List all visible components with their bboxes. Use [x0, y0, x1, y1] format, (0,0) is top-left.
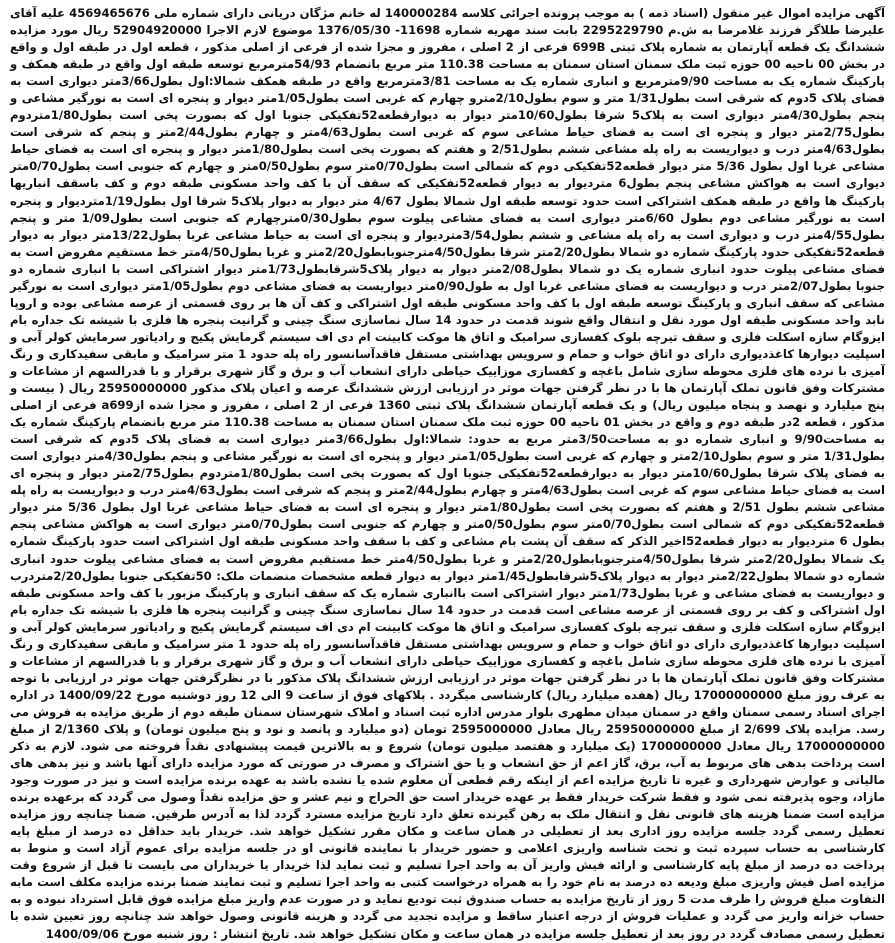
notice-body-text: آگهی مزایده اموال غیر منقول (اسناد ذمه ) به موجب پرونده اجرائی کلاسه 140000284 له خانم مژگان دریانی دارای شماره ملی 4569465676 علیه آقای علیرضا طلاگر فرزند غلامرضا به ش.م 2295229790 بابت سند مهریه شماره 11698- 1376/05/30 موضوع لازم الاجرا 52904920000 ریال مورد مزایده ششدانگ یک قطعه آپارتمان به شماره پلاک ثبتی 699B فرعی از 2 اصلی ، مفروز و مجزا شده از فرعی از اصلی مذکور ، قطعه اول در طبقه اول و واقع در بخش 00 ناحیه 00 حوزه ثبت ملک سمنان استان سمنان به مساحت 110.38 متر مربع بانضمام 54/93مترمربع توسعه طبقه اول واقع در طبقه همکف و پارکینگ شماره یک به مساحت 9/90مترمربع و انباری شماره یک به مساحت 3/81مترمربع واقع در طبقه همکف شمالا:اول بطول3/66متر دیواری است به فضای پلاک 5دوم که شرقی است بطول1/31 متر و سوم بطول2/10مترو چهارم که غربی است بطول1/05متر دیوار و پنجره ای است به نورگیر مشاعی و پنجم بطول4/30متر دیواری است به پلاک5 شرقا بطول10/60متر دیوار به دیوارقطعه52تفکیکی جنوبا اول که بصورت پخی است بطول1/80متردوم بطول2/75متر دیوار و پنجره ای است به فضای حیاط مشاعی سوم که غربی است بطول4/63متر و چهارم بطول2/44متر و پنجم که شرقی است بطول4/63متر درب و دیواریست به راه پله مشاعی ششم بطول2/51 و هفتم که بصورت پخی است بطول1/80متر دیوار و پنجره ای است به فضای حیاط مشاعی غربا اول بطول 5/36 متر دیوار قطعه52تفکیکی دوم که شمالی است بطول0/70متر سوم بطول0/50متر و چهارم که جنوبی است بطول0/70متر دیواری است به هواکش مشاعی پنجم بطول6 متردیوار به دیوار قطعه52تفکیکی که سقف آن با کف واحد مسکونی طبقه دوم و کف باسقف انباریها پارکینگ ها واقع در طبقه همکف اشتراکی است حدود توسعه طبقه اول شمالا بطول 4/67 متر دیوار به دیوار پلاک5 شرقا اول بطول1/19متردیوار و پنجره است به نورگیر مشاعی دوم بطول 6/60متر دیواری است به فضای مشاعی پیلوت سوم بطول0/30مترچهارم که جنوبی است بطول1/09 متر و پنجم بطول4/55متر درب و دیواری است به راه پله مشاعی و ششم بطول3/54متردیوار و پنجره ای است به حیاط مشاعی غربا بطول13/22متر دیوار به دیوار قطعه52تفکیکی حدود پارکینگ شماره دو شمالا بطول2/20متر شرقا بطول4/50مترجنوبابطول2/20متر و غربا بطول4/50متر خط مستقیم مفروض است به فضای مشاعی پیلوت حدود انباری شماره یک دو شمالا بطول2/08متر دیوار به دیوار پلاک5شرقابطول1/73متر دیوار اشتراکی است با انباری شماره دو جنوبا بطول2/07متر درب و دیواریست به فضای مشاعی غربا اول به طول0/90متر دیواریست به فضای مشاعی دوم بطول1/05متر دیواری است به نورگیر مشاعی که سقف انباری و پارکینگ توسعه طبقه اول با کف واحد مسکونی طبقه اول اشتراکی و کف آن ها بر روی قسمتی از عرصه مشاعی بوده و اروپا نابد واحد مسکونی طبقه اول مورد نقل و انتقال واقع شوند قدمت در حدود 14 سال نماسازی سنگ چینی و گرانیت پنجره ها فلزی با شیشه تک جداره بام ایزوگام سازه اسکلت فلزی و سقف تیرچه بلوک کفسازی سرامیک و اتاق ها موکت کابینت ام دی اف سیستم گرمایش پکیج و رادیاتور سرمایش کولر آبی و اسپلیت دیوارها کاغذدیواری دارای دو اتاق خواب و حمام و سرویس بهداشتی مستقل فاقدآسانسور راه پله حدود 1 متر سرامیک و مابقی سفیدکاری و رنگ آمیزی با نرده های فلزی محوطه سازی شامل باغچه و کفسازی موزاییک حیاطی دارای انشعاب آب و برق و گاز شهری برقرار و با قدرالسهم از مشاعات و مشترکات وفق قانون تملک آپارتمان ها با در نظر گرفتن جهات موثر در ارزیابی ارزش ششدانگ عرصه و اعیان پلاک مذکور 25950000000 ریال ( بیست و پنج میلیارد و نهصد و پنجاه میلیون ریال) و یک قطعه آپارتمان ششدانگ پلاک ثبتی 1360 فرعی از 2 اصلی ، مفروز و مجزا شده ازa699 فرعی از اصلی مذکور ، قطعه 2در طبقه دوم و واقع در بخش 01 ناحیه 00 حوزه ثبت ملک سمنان استان سمنان به مساحت 110.38 متر مربع بانضمام پارکینگ شماره یک به مساحت9/90 و انباری شماره دو به مساحت3/50متر مربع به حدود: شمالا:اول بطول3/66متر دیواری است به فضای پلاک 5دوم که شرقی است بطول1/31 متر و سوم بطول2/10متر و چهارم که غربی است بطول1/05متر دیوار و پنجره ای است به نورگیر مشاعی و پنجم بطول4/30متر دیواری است به فضای پلاک شرقا بطول10/60متر دیوار به دیوارقطعه52تفکیکی جنوبا اول که بصورت پخی است بطول1/80متردوم بطول2/75متر دیوار و پنجره ای است به فضای حیاط مشاعی سوم که غربی است بطول4/63متر و چهارم بطول2/44متر و پنجم که شرقی است بطول4/63متر درب و دیواریست به راه پله مشاعی ششم بطول 2/51 و هفتم که بصورت پخی است بطول1/80متر دیوار و پنجره ای است به فضای حیاط مشاعی غربا اول بطول 5/36 متر دیوار قطعه52تفکیکی دوم که شمالی است بطول0/70متر سوم بطول0/50متر و چهارم که جنوبی است بطول0/70متر دیواری است به هواکش مشاعی پنجم بطول 6 متردیوار به دیوار قطعه52اخیر الذکر که سقف آن پشت بام مشاعی و کف با سقف واحد مسکونی طبقه اول اشتراکی است حدود پارکینگ شماره یک شمالا بطول2/20متر شرقا بطول4/50مترجنوبابطول2/20متر و غربا بطول4/50متر خط مستقیم مفروض است به فضای مشاعی پیلوت حدود انباری شماره دو شمالا بطول2/22متر دیوار به دیوار پلاک5شرقابطول1/45متر دیوار به دیوار قطعه مشخصات منضمات ملک: 50تفکیکی جنوبا بطول2/20متردرب و دیواریست به فضای مشاعی و غربا بطول1/73متر دیوار اشتراکی است باانباری شماره یک که سقف انباری و پارکینگ مزبور با کف واحد مسکونی طبقه اول اشتراکی و کف بر روی قسمتی از عرصه مشاعی است قدمت در حدود 14 سال نماسازی سنگ چینی و گرانیت پنجره ها فلزی با شیشه تک جداره بام ایزوگام سازه اسکلت فلزی و سقف تیرچه بلوک کفسازی سرامیک و اتاق ها موکت کابینت ام دی اف سیستم گرمایش پکیج و رادیاتور سرمایش کولر آبی و اسپلیت دیوارها کاغذدیواری دارای دو اتاق خواب و حمام و سرویس بهداشتی مستقل فاقدآسانسور راه پله حدود 1 متر سرامیک و مابقی سفیدکاری و رنگ آمیزی با نرده های فلزی محوطه سازی شامل باغچه و کفسازی موزاییک حیاطی دارای انشعاب آب و برق و گاز شهری برقرار و با قدرالسهم از مشاعات و مشترکات وفق قانون تملک آپارتمان ها با در نظر گرفتن جهات موثر در ارزیابی ارزش ششدانگ پلاک مذکور با در نظرگرفتن جهات موثر در ارزیابی با توجه به عرف روز مبلغ 17000000000 ریال (هفده میلیارد ریال) کارشناسی میگردد . پلاکهای فوق از ساعت 9 الی 12 روز دوشنبه مورخ 1400/09/22 در اداره اجرای اسناد رسمی سمنان واقع در سمنان میدان مطهری بلوار مدرس اداره ثبت اسناد و املاک شهرستان سمنان طبقه دوم از طریق مزایده به فروش می رسد. مزایده پلاک 2/699 از مبلغ 25950000000 ریال معادل 2595000000 تومان (دو میلیارد و پانصد و نود و پنج میلیون تومان) و پلاک 2/1360 از مبلغ 17000000000 ریال معادل 1700000000 (یک میلیارد و هفتصد میلیون تومان) شروع و به بالاترین قیمت پیشنهادی نقداً فروخته می شود. لازم به ذکر است پرداخت بدهی های مربوط به آب، برق، گاز اعم از حق انشعاب و یا حق اشتراک و مصرف در صورتی که مورد مزایده دارای آنها باشد و نیز بدهی های مالیاتی و عوارض شهرداری و غیره تا تاریخ مزایده اعم از اینکه رقم قطعی آن معلوم شده یا نشده باشد به عهده برنده مزایده است و نیز در صورت وجود مازاد، وجوه پذیرفته نمی شود و فقط شرکت خریدار فقط بر عهده خریدار است حق الحراج و نیم عشر و حق مزایده نقداً وصول می گردد که برعهده برنده مزایده است ضمنا هزینه های قانونی نقل و انتقال ملک به رهن گیرنده تعلق دارد تاریخ مزایده مسترد گردد لذا به آدرس طرفین. ضمنا چنانچه روز مزایده تعطیل رسمی گردد جلسه مزایده روز اداری بعد از تعطیلی در همان ساعت و مکان مقرر تشکیل خواهد شد. خریدار باید حداقل ده درصد از مبلغ پایه کارشناسی به حساب سپرده ثبت و تحت شناسه واریزی اعلامی و حضور خریدار با نماینده قانونی او در جلسه مزایده برای عموم آزاد است و منوط به پرداخت ده درصد از مبلغ پایه کارشناسی و ارائه فیش واریز آن به واحد اجرا تسلیم و ثبت نماید لذا خریدار یا خریداران می بایست تا قبل از شروع وقت مزایده اصل فیش واریزی مبلغ ودیعه ده درصد به نام خود را به همراه درخواست کتبی به واحد اجرا تسلیم و ثبت نمایند ضمنا برنده مزایده مکلف است مابه التفاوت مبلغ فروش را ظرف مدت 5 روز از تاریخ مزایده به حساب صندوق ثبت تودیع نماید و در صورت عدم واریز مبلغ مزایده فوق قابل استرداد نبوده و به حساب خزانه واریز می گردد و عملیات فروش از درجه اعتبار ساقط و مزایده تجدید می گردد و هزینه قانونی وصول خواهد شد چنانچه روز تعیین شده با تعطیل رسمی مصادف گردد در روز بعد از تعطیل جلسه مزایده در همان ساعت و مکان تشکیل خواهد شد. تاریخ انتشار : روز شنبه مورخ [10, 6, 886, 941]
auction-notice [10, 5, 886, 941]
publish-date: 1400/09/06 [45, 926, 119, 941]
